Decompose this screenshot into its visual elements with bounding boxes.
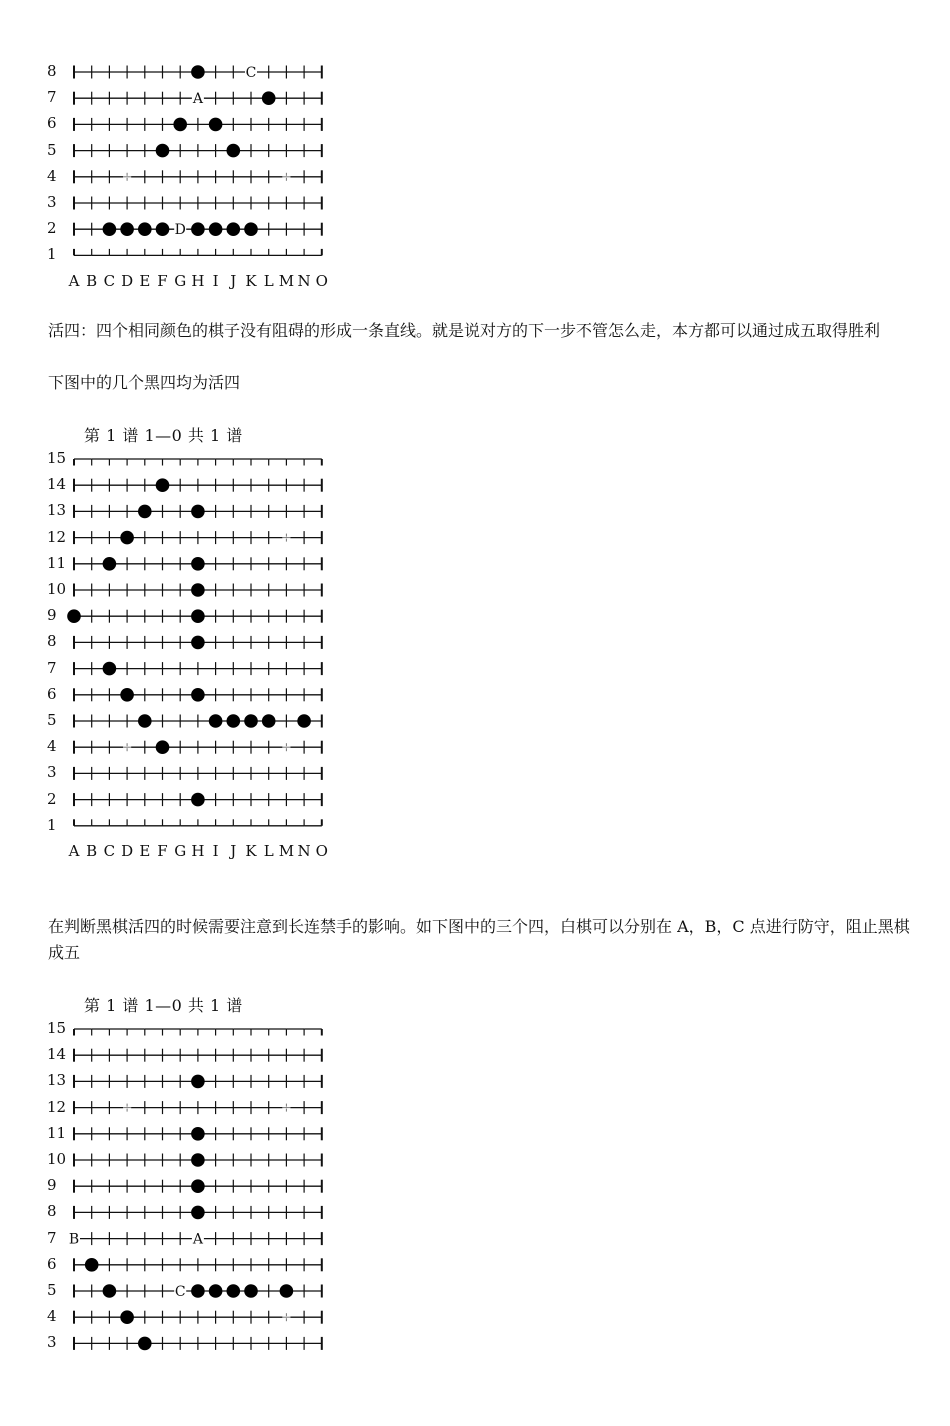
board-c-row-label: 5 <box>47 1281 57 1299</box>
board-b-row-label: 2 <box>47 789 57 808</box>
board-c-row-label: 13 <box>47 1071 67 1090</box>
board-b-col-label: H <box>191 842 205 860</box>
black-stone <box>85 1258 99 1272</box>
board-a-col-label: K <box>245 272 257 290</box>
point-label: D <box>174 222 186 239</box>
board-b-col-label: K <box>245 842 257 860</box>
board-c-row-label: 9 <box>47 1176 57 1195</box>
board-b-row-label: 4 <box>47 737 57 756</box>
board-b-row-label: 15 <box>47 449 67 467</box>
black-stone <box>103 1284 117 1298</box>
board-a-col-label: N <box>297 272 311 290</box>
point-label: B <box>68 1231 80 1248</box>
board-b-col-label: O <box>315 842 328 860</box>
board-a-col-label: J <box>230 272 237 290</box>
board-b-col-label: C <box>103 842 116 860</box>
board-b-col-label: J <box>230 842 237 860</box>
board-c-row-label: 10 <box>47 1150 67 1168</box>
black-stone <box>191 1127 205 1141</box>
black-stone <box>227 1284 241 1298</box>
board-a-col-label: M <box>278 272 295 290</box>
board-b-col-label: B <box>86 842 98 860</box>
board-a-row-label: 3 <box>47 193 57 211</box>
black-stone <box>191 1179 205 1193</box>
board-b-row-label: 11 <box>47 553 67 572</box>
board-c-row-label: 11 <box>47 1123 67 1142</box>
board-b-row-label: 9 <box>47 606 57 625</box>
black-stone <box>191 1153 205 1167</box>
board-c-row-label: 7 <box>47 1228 57 1247</box>
board-c-row-label: 3 <box>47 1333 57 1352</box>
board-a-row-label: 4 <box>47 166 57 185</box>
black-stone <box>209 1284 223 1298</box>
board-b-row-label: 7 <box>47 658 57 677</box>
point-label: A <box>192 91 203 108</box>
point-label: A <box>192 1231 203 1248</box>
point-label: C <box>174 1284 186 1300</box>
paragraph-huosi: 活四：四个相同颜色的棋子没有阻碍的形成一条直线。就是说对方的下一步不管怎么走，本方都可以通过成五取得胜利 <box>48 321 881 340</box>
board-b-col-label: F <box>157 842 168 860</box>
board-a-row-label: 6 <box>47 114 57 133</box>
board-a-row-label: 2 <box>47 219 57 238</box>
board-a-col-label: A <box>68 272 80 290</box>
board-b-col-label: N <box>297 842 311 860</box>
board-a-col-label: H <box>191 272 205 290</box>
board-b-row-label: 6 <box>47 684 57 703</box>
board-b-col-label: G <box>174 842 187 860</box>
black-stone <box>120 1310 134 1324</box>
board-c-row-label: 15 <box>47 1019 67 1037</box>
board-b-row-label: 8 <box>47 632 57 651</box>
board-b-col-label: L <box>263 842 274 860</box>
board-a-col-label: D <box>121 272 134 290</box>
board-b-row-label: 10 <box>47 580 67 598</box>
board-a-row-label: 5 <box>47 140 57 159</box>
board-a-col-label: B <box>86 272 98 290</box>
board-b-row-label: 14 <box>47 475 67 494</box>
board-c-row-label: 4 <box>47 1307 57 1326</box>
board-a-row-label: 8 <box>47 62 57 80</box>
board-b-row-label: 1 <box>47 815 57 834</box>
board-b-col-label: D <box>121 842 134 860</box>
board-b-col-label: A <box>68 842 80 860</box>
board-b-row-label: 5 <box>47 711 57 729</box>
board-b-row-label: 13 <box>47 501 67 520</box>
paragraph-below: 下图中的几个黑四均为活四 <box>48 373 241 392</box>
board-a-row-label: 1 <box>47 245 57 264</box>
board-c-row-label: 8 <box>47 1202 57 1221</box>
black-stone <box>138 1337 152 1351</box>
black-stone <box>191 1284 205 1298</box>
black-stone <box>244 1284 258 1298</box>
board-a-col-label: L <box>263 272 274 290</box>
board-a-col-label: O <box>315 272 328 290</box>
board-b-col-label: M <box>278 842 295 860</box>
board-c-row-label: 12 <box>47 1097 67 1116</box>
board-a-col-label: I <box>212 272 219 290</box>
board-a-col-label: F <box>157 272 168 290</box>
board-b-col-label: I <box>212 842 219 860</box>
board-a-row-label: 7 <box>47 88 57 107</box>
black-stone <box>191 1206 205 1220</box>
point-label: C <box>245 65 257 81</box>
board-b-col-label: E <box>139 842 151 860</box>
caption-board-b: 第 1 谱 1—0 共 1 谱 <box>84 426 243 445</box>
board-a-col-label: E <box>139 272 151 290</box>
board-a-col-label: G <box>174 272 187 290</box>
board-b-row-label: 12 <box>47 527 67 546</box>
board-c-row-label: 14 <box>47 1045 67 1064</box>
board-b-row-label: 3 <box>47 763 57 782</box>
black-stone <box>191 1075 205 1089</box>
board-a-col-label: C <box>103 272 116 290</box>
black-stone <box>280 1284 294 1298</box>
caption-board-c: 第 1 谱 1—0 共 1 谱 <box>84 996 243 1015</box>
paragraph-ban: 在判断黑棋活四的时候需要注意到长连禁手的影响。如下图中的三个四，白棋可以分别在 A，B，C 点进行防守，阻止黑棋成五 <box>48 917 910 962</box>
board-c-row-label: 6 <box>47 1254 57 1273</box>
